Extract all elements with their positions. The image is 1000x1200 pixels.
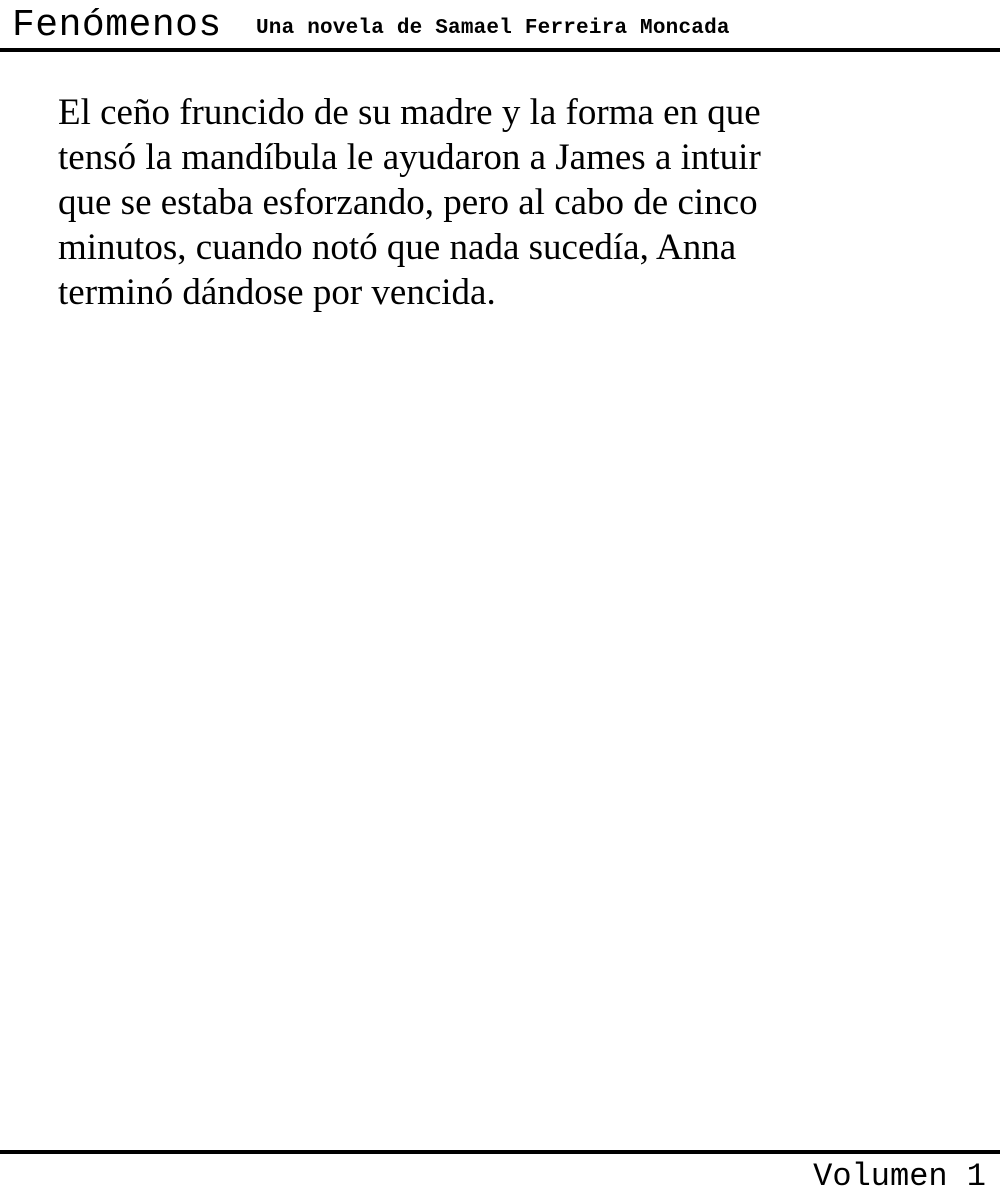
book-title: Fenómenos (12, 4, 222, 47)
book-subtitle: Una novela de Samael Ferreira Moncada (256, 17, 730, 40)
paragraph-line: que se estaba esforzando, pero al cabo de cinco (58, 182, 758, 223)
paragraph-line: tensó la mandíbula le ayudaron a James a intuir (58, 137, 761, 178)
story-paragraph (58, 90, 958, 315)
footer-divider (0, 1150, 1000, 1154)
page-header (0, 0, 1000, 52)
paragraph-line: terminó dándose por vencida. (58, 272, 496, 313)
paragraph-line: minutos, cuando notó que nada sucedía, Anna (58, 227, 737, 268)
volume-label: Volumen 1 (813, 1158, 986, 1195)
paragraph-line: El ceño fruncido de su madre y la forma en que (58, 92, 761, 133)
